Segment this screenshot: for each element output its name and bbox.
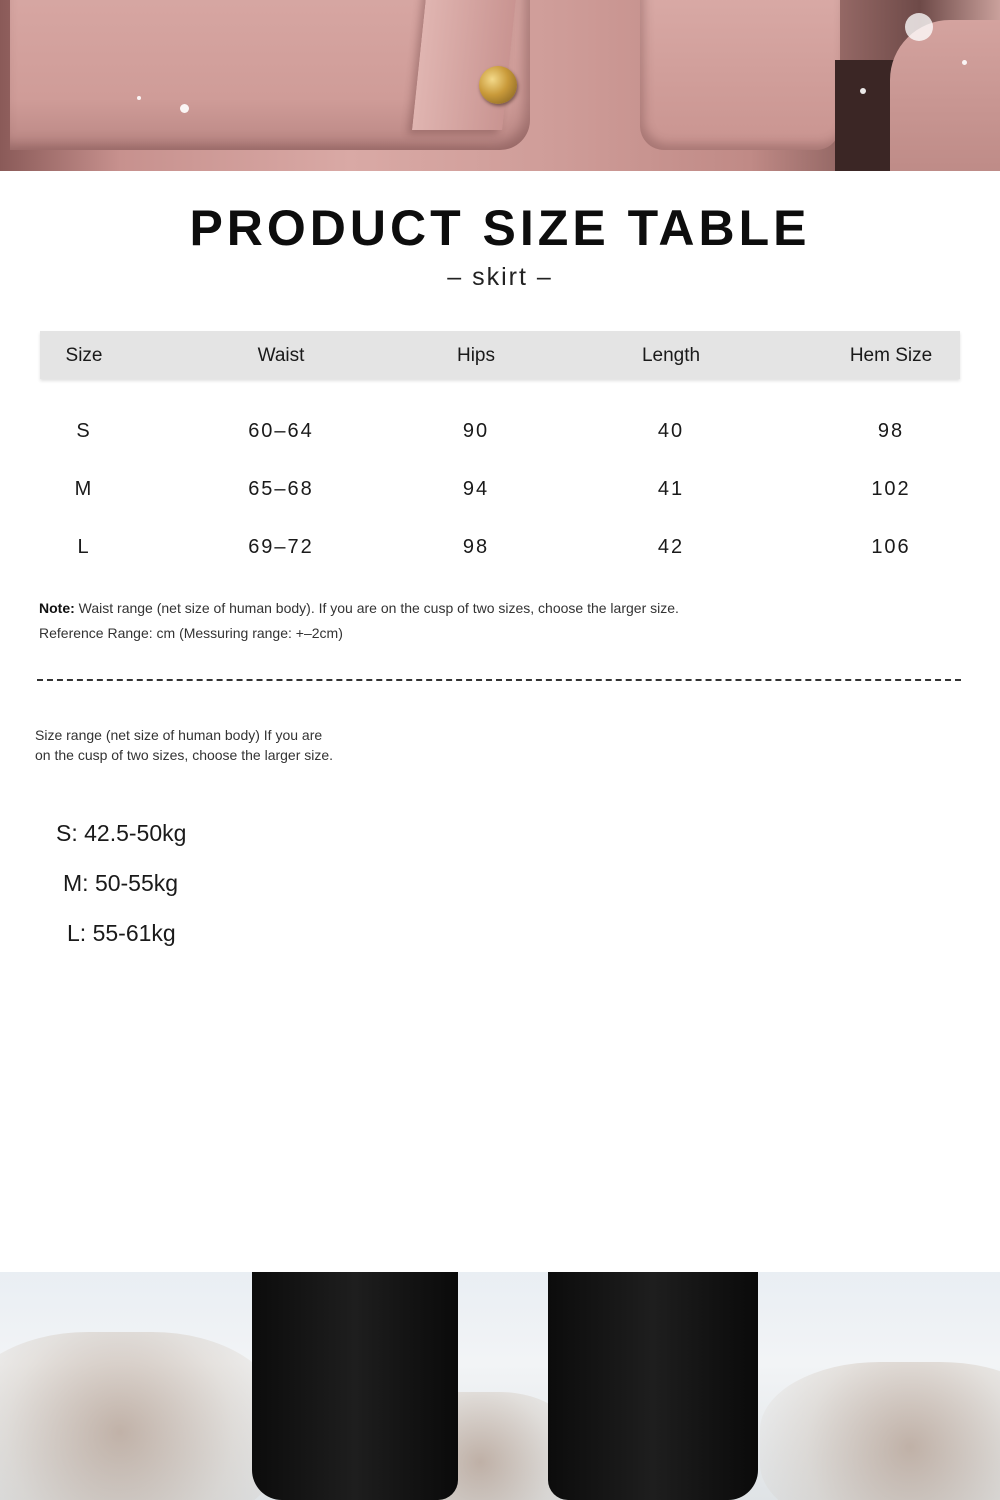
dashed-divider <box>37 679 961 681</box>
note-line <box>39 596 679 621</box>
snowflake <box>860 88 866 94</box>
cell-length: 41 <box>657 478 685 500</box>
snowflake <box>137 96 141 100</box>
column-header-size: Size <box>65 345 103 366</box>
cell-size: S <box>76 420 92 442</box>
snowflake <box>905 13 933 41</box>
note-label: Note: <box>39 600 75 616</box>
cell-hips: 94 <box>462 478 490 500</box>
cell-waist: 60–64 <box>248 420 314 442</box>
column-header-length: Length <box>641 345 701 366</box>
size-table-header <box>40 331 960 379</box>
coat-collar <box>412 0 518 130</box>
cell-hips: 98 <box>462 536 490 558</box>
reference-range: Reference Range: cm (Messuring range: +–2cm) <box>39 625 343 641</box>
coat-shadow-gap <box>835 60 895 171</box>
product-photo-bottom <box>0 1272 1000 1500</box>
note-text: Waist range (net size of human body). If you are on the cusp of two sizes, choose the larger size. <box>74 600 679 616</box>
cell-length: 40 <box>657 420 685 442</box>
coat-pocket-flap <box>640 0 840 150</box>
gold-button <box>479 66 517 104</box>
page-title: PRODUCT SIZE TABLE <box>189 200 811 256</box>
right-leg <box>548 1272 758 1500</box>
table-row <box>40 420 960 460</box>
column-header-hem-size: Hem Size <box>849 345 933 366</box>
table-row <box>40 536 960 576</box>
weight-range-s: S: 42.5-50kg <box>56 820 187 846</box>
size-range-description <box>35 725 395 765</box>
cell-waist: 65–68 <box>248 478 314 500</box>
cell-size: L <box>77 536 91 558</box>
cell-hips: 90 <box>462 420 490 442</box>
column-header-waist: Waist <box>257 345 305 366</box>
page-subtitle: – skirt – <box>447 263 553 291</box>
coat-sleeve <box>890 20 1000 171</box>
snow-ground <box>0 1332 280 1500</box>
size-range-line: Size range (net size of human body) If you are <box>35 727 323 743</box>
size-range-line: on the cusp of two sizes, choose the larger size. <box>35 747 334 763</box>
snow-ground <box>760 1362 1000 1500</box>
left-leg <box>252 1272 458 1500</box>
table-row <box>40 478 960 518</box>
weight-range-m: M: 50-55kg <box>63 870 179 896</box>
cell-hem-size: 98 <box>877 420 905 442</box>
cell-hem-size: 102 <box>871 478 911 500</box>
size-note <box>39 596 679 646</box>
size-chart-panel <box>0 171 1000 1272</box>
snowflake <box>962 60 967 65</box>
cell-size: M <box>74 478 94 500</box>
cell-length: 42 <box>657 536 685 558</box>
weight-range-l: L: 55-61kg <box>67 920 176 946</box>
cell-hem-size: 106 <box>871 536 911 558</box>
cell-waist: 69–72 <box>248 536 314 558</box>
product-photo-top <box>0 0 1000 171</box>
column-header-hips: Hips <box>456 345 495 366</box>
snowflake <box>180 104 189 113</box>
